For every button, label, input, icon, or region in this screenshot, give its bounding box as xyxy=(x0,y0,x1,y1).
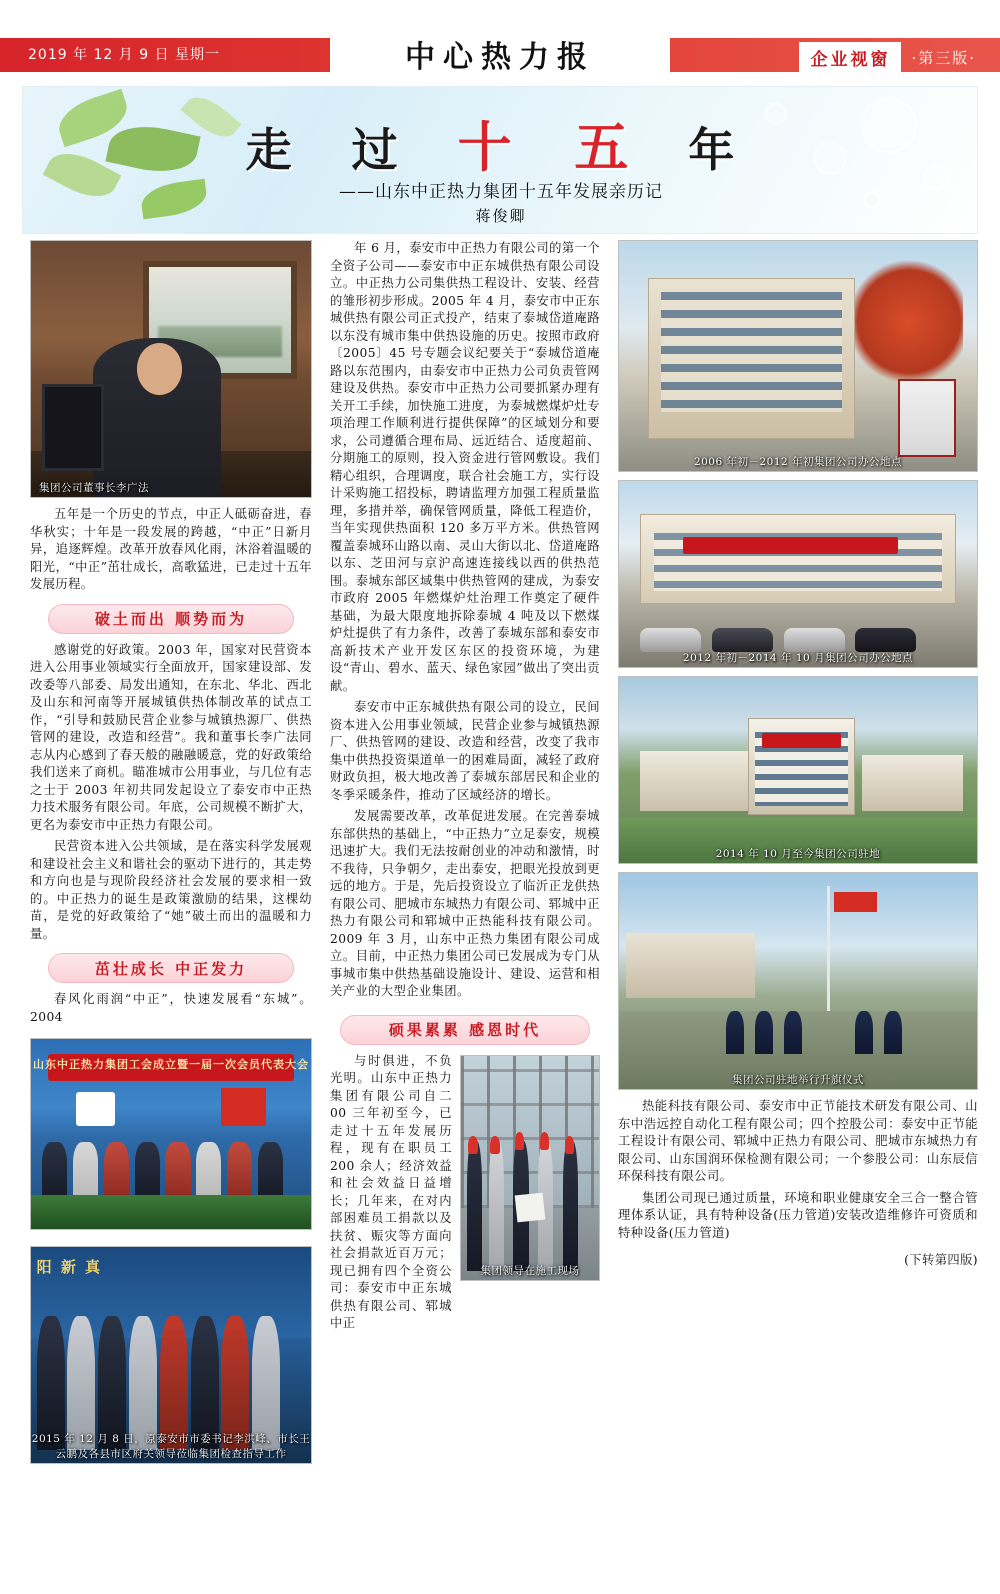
page-number-label: ·第三版· xyxy=(911,49,976,67)
national-flag-icon xyxy=(221,1088,266,1126)
paragraph: 春风化雨润“中正”，快速发展看“东城”。2004 xyxy=(30,992,312,1024)
paragraph: 感谢党的好政策。2003 年，国家对民营资本进入公用事业领域实行全面放开，国家建设部、发改委等八部委、局发出通知，在东北、华北、西北及山东和河南等开展城镇供热体制改革的试点工作，“引导和鼓励民营企业参与城镇热源厂、供热管网的建设，改造和经营”。我和董事长李广法同志从内心感到了春天般的融融暖意，党的好政策给我们送来了商机。瞄准城市公用事业，与几位有志之士于 2003 年初共同发起设立了泰安市中正热力技术服务有限公司。年底，公司规模不断扩大，更名为泰安市中正热力有限公司。 xyxy=(30,642,312,832)
masthead-right xyxy=(799,42,976,73)
parked-car xyxy=(855,628,916,652)
flag-pole xyxy=(827,886,830,1016)
person-figure xyxy=(227,1142,252,1198)
office-building xyxy=(640,514,955,603)
parked-car xyxy=(784,628,845,652)
background-building xyxy=(626,933,755,998)
text-and-photo-wrap xyxy=(330,1053,600,1337)
person-figure xyxy=(165,1142,190,1198)
rooftop-sign xyxy=(762,733,841,748)
photo-caption: 2006 年初－2012 年初集团公司办公地点 xyxy=(693,456,903,468)
person-figure xyxy=(191,1316,219,1450)
safety-helmet-icon xyxy=(490,1136,500,1154)
parked-car xyxy=(640,628,701,652)
person-head xyxy=(137,343,182,394)
photo-caption: 集团领导在施工现场 xyxy=(480,1264,580,1277)
paragraph: 五年是一个历史的节点，中正人砥砺奋进，春华秋实；十年是一段发展的跨越，“中正”日新月异，追逐辉煌。改革开放春风化雨，沐浴着温暖的阳光，“中正”茁壮成长，高歌猛进，已走过十五年发展历程。 xyxy=(30,507,312,591)
person-figure xyxy=(160,1316,188,1450)
plants xyxy=(31,1195,311,1229)
office-building xyxy=(648,278,856,439)
office-2012-photo xyxy=(618,480,978,668)
person-figure xyxy=(196,1142,221,1198)
person-figure xyxy=(104,1142,129,1198)
masthead-title-plate xyxy=(330,34,670,74)
construction-site-photo xyxy=(460,1055,600,1281)
chairman-photo xyxy=(30,240,312,498)
campus-2014-photo xyxy=(618,676,978,864)
paragraph: 年 6 月，泰安市中正热力有限公司的第一个全资子公司——泰安市中正东城供热有限公司设立。中正热力公司集供热工程设计、安装、经营的雏形初步形成。2005 年 4 月，泰安市中正东城供热有限公司正式投产，结束了泰城岱道庵路以东没有城市集中供热设施的历史。按照市政府〔2005〕45 号专题会议纪要关于“泰城岱道庵路以东范围内，由泰安市中正热力公司负责管网建设及供热。泰安市中正热力公司要抓紧办理有关开工手续，加快施工进度，为泰城燃煤炉灶专项治理工作顺利进行提供保障”的区域划分和要求，公司遵循合理布局、远近结合、适度超前、分期施工的原则，投入资金进行管网敷设。我们精心组织，合理调度，联合社会施工方，实行设计采购施工招投标，聘请监理方加强工程质量监理，多措并举，确保管网质量，降低工程造价，当年实现供热面积 120 多万平方米。供热管网覆盖泰城环山路以南、灵山大街以北、岱道庵路以东、芝田河与京沪高速连接线以西的供热范围。泰城东部区域集中供热管网的建成，为泰安市政府 2005 年燃煤炉灶治理工作奠定了硬件基础，为最大限度地拆除泰城 4 吨及以下燃煤炉灶提供了有力条件，改善了泰城东部和泰安市高新技术产业开发区东区的投资环境，为建设“青山、碧水、蓝天、绿色家园”做出了突出贡献。 xyxy=(330,241,600,693)
parked-car xyxy=(712,628,773,652)
safety-helmet-icon xyxy=(468,1136,478,1154)
paragraph: 发展需要改革，改革促进发展。在完善泰城东部供热的基础上，“中正热力”立足泰安，规模迅速扩大。我们无法按耐创业的冲动和激情，时不我待，只争朝夕，走出泰安，把眼光投放到更远的地方。于是，先后投资设立了临沂正龙供热有限公司、肥城市东城热力有限公司、郓城中正热力有限公司和郓城中正热能科技有限公司。2009 年 3 月，山东中正热力集团有限公司成立。目前，中正热力集团公司已发展成为专门从事城市集中供热基础设施设计、建设、运营和相关产业的大型企业集团。 xyxy=(330,809,600,998)
headline-part-1: 走 过 xyxy=(245,123,420,177)
national-flag-icon xyxy=(834,892,877,911)
masthead xyxy=(0,0,1000,84)
company-logo xyxy=(76,1092,115,1126)
photo-caption: 2015 年 12 月 8 日，原泰安市市委书记李洪峰、市长王云鹏及各县市区府关领导莅临集团检查指导工作 xyxy=(31,1433,311,1460)
person-figure xyxy=(67,1316,95,1450)
meeting-banner-text: 山东中正热力集团工会成立暨一届一次会员代表大会 xyxy=(33,1058,309,1072)
person-figure xyxy=(489,1141,504,1271)
headline-banner xyxy=(22,86,978,234)
safety-helmet-icon xyxy=(515,1132,525,1150)
section-heading-2: 茁壮成长 中正发力 xyxy=(48,953,294,983)
photo-caption: 集团公司董事长李广法 xyxy=(39,482,149,494)
person-figure xyxy=(563,1141,578,1271)
person-figure xyxy=(755,1011,773,1054)
person-figure xyxy=(855,1011,873,1054)
paragraph: 集团公司现已通过质量，环境和职业健康安全三合一整合管理体系认证，具有特种设备(压力管道)安装改造维修许可资质和特种设备(压力管道) xyxy=(618,1190,978,1240)
building-wing-left xyxy=(640,751,747,811)
continued-note: (下转第四版) xyxy=(904,1253,978,1267)
leaders-visit-photo xyxy=(30,1246,312,1464)
section-heading-3: 硕果累累 感恩时代 xyxy=(340,1015,590,1045)
column-left xyxy=(30,240,312,1472)
person-figure xyxy=(129,1316,157,1450)
column-middle xyxy=(330,240,600,1337)
section-heading-1: 破土而出 顺势而为 xyxy=(48,604,294,634)
person-figure xyxy=(784,1011,802,1054)
paragraph: 热能科技有限公司、泰安市中正节能技术研发有限公司、山东中浩远控自动化工程有限公司；四个控股公司：泰安中正节能工程设计有限公司、郓城中正热力有限公司、肥城市东城热力有限公司、山东国润环保检测有限公司；一个参股公司：山东辰信环保科技有限公司。 xyxy=(618,1099,978,1183)
blueprint-paper xyxy=(515,1193,545,1223)
headline xyxy=(23,105,978,182)
attendees-row xyxy=(31,1123,311,1199)
headline-subtitle: ——山东中正热力集团十五年发展亲历记 xyxy=(339,182,663,202)
backdrop-text: 阳 新 真 xyxy=(36,1257,103,1276)
paragraph: 泰安市中正东城供热有限公司的设立，民间资本进入公用事业领域，民营企业参与城镇热源厂、供热管网的建设、改造和经营，改变了我市集中供热投资渠道单一的困难局面，减轻了政府财政负担，极大地改善了泰城东部居民和企业的冬季采暖条件，推动了区域经济的增长。 xyxy=(330,700,600,802)
office-2006-photo xyxy=(618,240,978,472)
person-figure xyxy=(98,1316,126,1450)
autumn-tree xyxy=(855,255,962,388)
flag-ceremony-photo xyxy=(618,872,978,1090)
paragraph: 民营资本进入公共领域，是在落实科学发展观和建设社会主义和谐社会的驱动下进行的，其走势和方向也是与现阶段经济社会发展的要求相一致的。中正热力的诞生是政策激励的结果，这棵幼苗，是党的好政策给了“她”破土而出的温暖和力量。 xyxy=(30,839,312,941)
column-right xyxy=(618,240,978,1274)
scaffolding xyxy=(461,1056,599,1208)
person-figure xyxy=(135,1142,160,1198)
company-plaque xyxy=(898,379,955,457)
person-figure xyxy=(73,1142,98,1198)
photo-caption: 集团公司驻地举行升旗仪式 xyxy=(732,1074,864,1086)
computer-monitor xyxy=(42,384,104,471)
headline-highlight: 十 五 xyxy=(457,115,651,179)
person-figure xyxy=(37,1316,65,1450)
photo-caption: 2012 年初－2014 年 10 月集团公司办公地点 xyxy=(682,652,914,664)
union-meeting-photo xyxy=(30,1038,312,1230)
person-figure xyxy=(467,1141,482,1271)
person-figure xyxy=(726,1011,744,1054)
article-author: 蒋俊卿 xyxy=(475,207,527,225)
photo-caption: 2014 年 10 月至今集团公司驻地 xyxy=(715,848,881,860)
issue-date: 2019 年 12 月 9 日 星期一 xyxy=(28,47,221,63)
paragraph: 与时俱进，不负光明。山东中正热力集团有限公司自二 00 三年初至今，已走过十五年发展历程，现有在职员工 200 余人；经济效益和社会效益日益增长；几年来，在对内部困难员工捐款以及扶贫、赈灾等方面向社会捐款近百万元；现已拥有四个全资公司：泰安市中正东城供热有限公司、郓城中正 xyxy=(330,1053,452,1330)
person-figure xyxy=(252,1316,280,1450)
headline-part-2: 年 xyxy=(688,123,757,177)
safety-helmet-icon xyxy=(565,1136,575,1154)
person-figure xyxy=(258,1142,283,1198)
building-wing-right xyxy=(862,755,962,811)
person-figure xyxy=(42,1142,67,1198)
section-badge: 企业视窗 xyxy=(799,42,901,73)
newspaper-title: 中心热力报 xyxy=(405,40,595,75)
person-figure xyxy=(884,1011,902,1054)
safety-helmet-icon xyxy=(540,1132,550,1150)
person-figure xyxy=(221,1316,249,1450)
company-signboard xyxy=(683,537,898,554)
